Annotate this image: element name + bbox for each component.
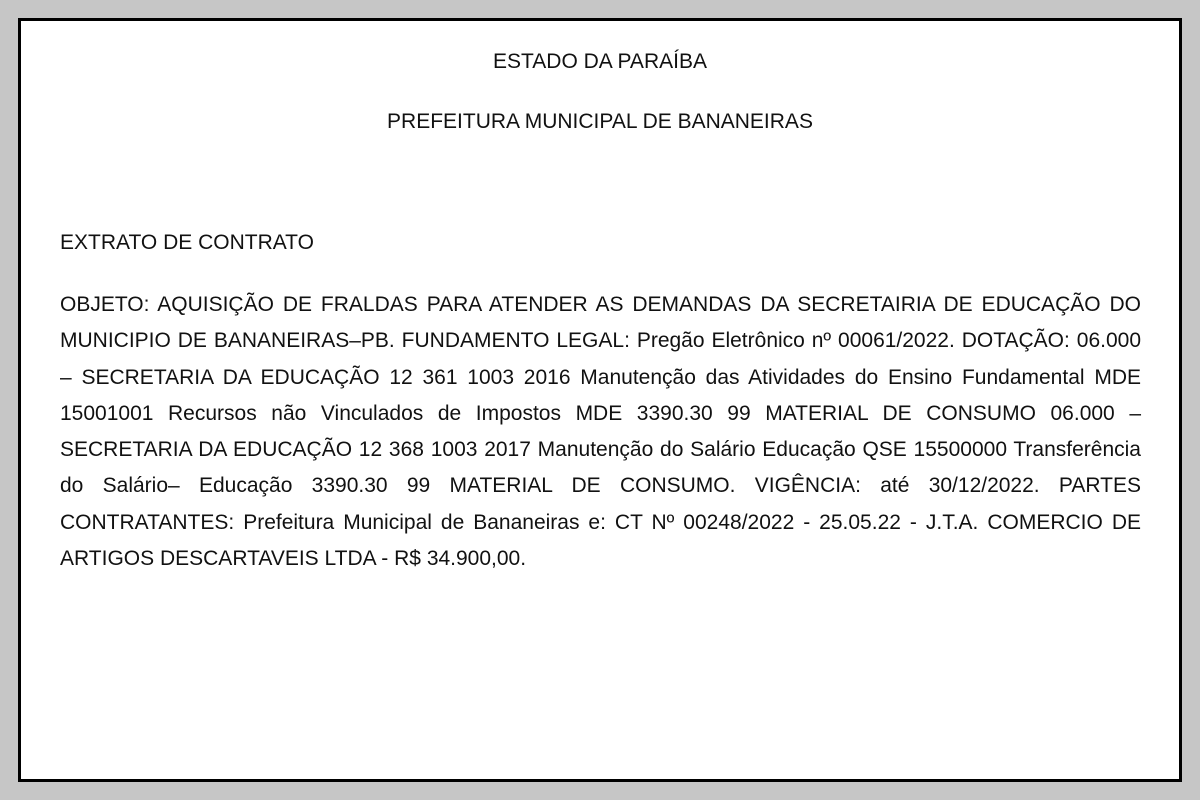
contract-extract-body: OBJETO: AQUISIÇÃO DE FRALDAS PARA ATENDER AS DEMANDAS DA SECRETAIRIA DE EDUCAÇÃO DO MUNICIPIO DE BANANEIRAS–PB. FUNDAMENTO LEGAL: Pregão Eletrônico nº 00061/2022. DOTAÇÃO: 06.000 – SECRETARIA DA EDUCAÇÃO 12 361 1003 2016 Manutenção das Atividades do Ensino Fundamental MDE 15001001 Recursos não Vinculados de Impostos MDE 3390.30 99 MATERIAL DE CONSUMO 06.000 – SECRETARIA DA EDUCAÇÃO 12 368 1003 2017 Manutenção do Salário Educação QSE 15500000 Transferência do Salário– Educação 3390.30 99 MATERIAL DE CONSUMO. VIGÊNCIA: até 30/12/2022. PARTES CONTRATANTES: Prefeitura Municipal de Bananeiras e: CT Nº 00248/2022 - 25.05.22 - J.T.A. COMERCIO DE ARTIGOS DESCARTAVEIS LTDA - R$ 34.900,00. [60,293,1141,571]
state-heading: ESTADO DA PARAÍBA [493,50,707,73]
municipality-heading: PREFEITURA MUNICIPAL DE BANANEIRAS [387,110,813,133]
document-title: EXTRATO DE CONTRATO [60,231,314,254]
document-page [18,18,1182,782]
